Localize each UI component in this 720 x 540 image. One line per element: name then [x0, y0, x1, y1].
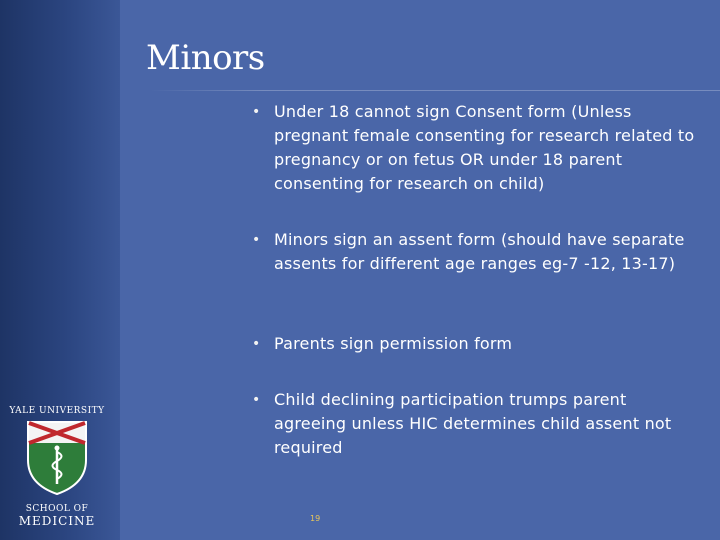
- bullet-dot: •: [252, 336, 261, 352]
- bullet-dot: •: [252, 392, 261, 408]
- yale-medicine-logo: [8, 406, 106, 530]
- bullet-text: Minors sign an assent form (should have separate assents for different age ranges eg-7 -12, 13-17): [274, 230, 685, 273]
- shield-icon: [26, 420, 88, 496]
- bullet-item: [252, 100, 702, 196]
- bullet-dot: •: [252, 232, 261, 248]
- logo-university-text: YALE UNIVERSITY: [9, 406, 105, 416]
- bullet-dot: •: [252, 104, 261, 120]
- bullet-text: Child declining participation trumps parent agreeing unless HIC determines child assent not required: [274, 390, 672, 457]
- logo-medicine-text: MEDICINE: [18, 514, 96, 528]
- bullet-item: [252, 332, 512, 356]
- bullet-text: Parents sign permission form: [274, 334, 513, 353]
- bullet-item: [252, 388, 702, 460]
- logo-school-text: SCHOOL OF: [25, 504, 89, 514]
- title-divider: [150, 90, 720, 91]
- bullet-item: [252, 228, 702, 276]
- slide-title: Minors: [146, 38, 265, 78]
- bullet-text: Under 18 cannot sign Consent form (Unless pregnant female consenting for research related to pregnancy or on fetus OR under 18 parent consenting for research on child): [274, 102, 695, 193]
- page-number: 19: [310, 514, 321, 523]
